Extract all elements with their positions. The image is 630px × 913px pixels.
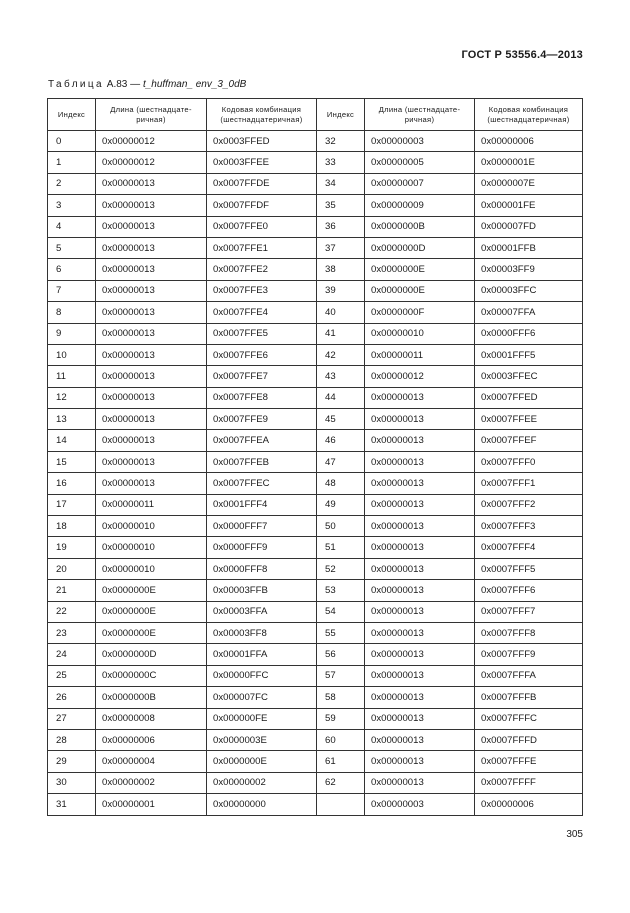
cell-index-2: 52 [317,558,365,579]
cell-index: 16 [48,473,96,494]
cell-length-2: 0x00000013 [365,665,475,686]
cell-codeword: 0x0000FFF7 [207,516,317,537]
table-row [48,794,583,815]
cell-length: 0x00000013 [96,387,207,408]
cell-index-2 [317,794,365,815]
cell-index-2: 48 [317,473,365,494]
cell-length: 0x00000012 [96,152,207,173]
cell-length-2: 0x00000011 [365,344,475,365]
cell-index: 15 [48,451,96,472]
cell-length-2: 0x00000012 [365,366,475,387]
cell-codeword: 0x0007FFEA [207,430,317,451]
cell-length-2: 0x00000013 [365,729,475,750]
cell-index: 17 [48,494,96,515]
cell-index-2: 37 [317,237,365,258]
cell-length: 0x00000010 [96,537,207,558]
cell-codeword-2: 0x0007FFF9 [475,644,583,665]
cell-codeword: 0x00000002 [207,772,317,793]
table-row [48,644,583,665]
cell-index-2: 36 [317,216,365,237]
cell-codeword: 0x0007FFE0 [207,216,317,237]
cell-length: 0x00000013 [96,216,207,237]
cell-index: 27 [48,708,96,729]
cell-index: 19 [48,537,96,558]
cell-codeword-2: 0x000007FD [475,216,583,237]
cell-index: 30 [48,772,96,793]
table-body [48,131,583,816]
table-row [48,259,583,280]
cell-index-2: 32 [317,131,365,152]
cell-index-2: 33 [317,152,365,173]
cell-length: 0x00000004 [96,751,207,772]
cell-codeword-2: 0x0001FFF5 [475,344,583,365]
cell-index: 6 [48,259,96,280]
table-row [48,280,583,301]
cell-codeword: 0x0007FFE9 [207,409,317,430]
cell-index-2: 39 [317,280,365,301]
cell-length-2: 0x0000000F [365,302,475,323]
cell-codeword: 0x0007FFE1 [207,237,317,258]
table-row [48,558,583,579]
cell-codeword-2: 0x00001FFB [475,237,583,258]
cell-length-2: 0x00000013 [365,580,475,601]
cell-length: 0x00000013 [96,409,207,430]
cell-index-2: 62 [317,772,365,793]
table-row [48,131,583,152]
cell-length: 0x00000006 [96,729,207,750]
cell-index-2: 43 [317,366,365,387]
cell-codeword: 0x0007FFEC [207,473,317,494]
cell-index-2: 44 [317,387,365,408]
cell-length-2: 0x0000000E [365,280,475,301]
cell-codeword-2: 0x00003FFC [475,280,583,301]
cell-index: 28 [48,729,96,750]
cell-length: 0x00000001 [96,794,207,815]
cell-length-2: 0x00000013 [365,409,475,430]
cell-length: 0x00000013 [96,173,207,194]
cell-codeword: 0x0000000E [207,751,317,772]
cell-codeword: 0x00003FFA [207,601,317,622]
cell-length: 0x00000013 [96,259,207,280]
cell-length-2: 0x00000013 [365,601,475,622]
cell-index: 11 [48,366,96,387]
caption-table-name: t_huffman_ env_3_0dB [142,79,247,90]
cell-length: 0x0000000E [96,580,207,601]
cell-codeword-2: 0x00003FF9 [475,259,583,280]
cell-length-2: 0x00000013 [365,387,475,408]
cell-codeword-2: 0x0003FFEC [475,366,583,387]
cell-index-2: 35 [317,195,365,216]
cell-codeword: 0x0007FFDF [207,195,317,216]
cell-length-2: 0x00000013 [365,772,475,793]
cell-length: 0x00000010 [96,558,207,579]
cell-codeword: 0x0003FFEE [207,152,317,173]
cell-index: 2 [48,173,96,194]
huffman-table [47,98,583,816]
table-row [48,665,583,686]
cell-length: 0x00000012 [96,131,207,152]
cell-length: 0x00000013 [96,344,207,365]
table-row [48,772,583,793]
table-header-row [48,99,583,131]
cell-index-2: 47 [317,451,365,472]
cell-length-2: 0x00000013 [365,451,475,472]
cell-index-2: 45 [317,409,365,430]
cell-codeword: 0x0000FFF9 [207,537,317,558]
cell-index: 12 [48,387,96,408]
cell-length-2: 0x0000000D [365,237,475,258]
cell-codeword: 0x00000000 [207,794,317,815]
cell-codeword-2: 0x0007FFF5 [475,558,583,579]
cell-index-2: 56 [317,644,365,665]
cell-codeword-2: 0x0000001E [475,152,583,173]
table-row [48,366,583,387]
cell-index: 0 [48,131,96,152]
cell-index-2: 61 [317,751,365,772]
cell-codeword: 0x0007FFE2 [207,259,317,280]
cell-codeword: 0x0007FFE4 [207,302,317,323]
cell-index-2: 59 [317,708,365,729]
cell-length: 0x0000000D [96,644,207,665]
table-row [48,409,583,430]
cell-codeword-2: 0x00000006 [475,794,583,815]
cell-length-2: 0x00000013 [365,558,475,579]
cell-length: 0x00000013 [96,323,207,344]
cell-codeword-2: 0x000001FE [475,195,583,216]
table-row [48,173,583,194]
cell-codeword: 0x00003FFB [207,580,317,601]
cell-codeword-2: 0x0007FFEE [475,409,583,430]
cell-index: 24 [48,644,96,665]
cell-length: 0x00000011 [96,494,207,515]
cell-codeword: 0x0001FFF4 [207,494,317,515]
cell-index: 8 [48,302,96,323]
cell-codeword-2: 0x0007FFFD [475,729,583,750]
cell-length-2: 0x00000013 [365,751,475,772]
table-row [48,237,583,258]
cell-length-2: 0x00000003 [365,131,475,152]
cell-length: 0x00000013 [96,366,207,387]
cell-index: 10 [48,344,96,365]
table-row [48,494,583,515]
cell-codeword-2: 0x0007FFFA [475,665,583,686]
table-caption [48,79,246,90]
cell-codeword: 0x0000003E [207,729,317,750]
cell-length: 0x00000013 [96,237,207,258]
table-row [48,451,583,472]
cell-index: 26 [48,687,96,708]
cell-index: 4 [48,216,96,237]
page-number: 305 [566,829,583,840]
cell-length-2: 0x00000013 [365,516,475,537]
cell-codeword-2: 0x00007FFA [475,302,583,323]
cell-codeword-2: 0x0007FFF3 [475,516,583,537]
cell-index-2: 34 [317,173,365,194]
cell-index-2: 38 [317,259,365,280]
table-row [48,729,583,750]
table-row [48,708,583,729]
col-header-length-2: Длина (шестнадцате-ричная) [365,99,475,131]
cell-length-2: 0x00000013 [365,644,475,665]
cell-codeword: 0x0003FFED [207,131,317,152]
cell-length-2: 0x00000013 [365,494,475,515]
cell-codeword: 0x00001FFA [207,644,317,665]
cell-length-2: 0x00000010 [365,323,475,344]
cell-length-2: 0x00000003 [365,794,475,815]
cell-codeword: 0x000000FE [207,708,317,729]
cell-codeword-2: 0x00000006 [475,131,583,152]
table-row [48,537,583,558]
cell-index: 20 [48,558,96,579]
cell-codeword: 0x0007FFDE [207,173,317,194]
col-header-index: Индекс [48,99,96,131]
cell-length: 0x0000000E [96,622,207,643]
cell-index-2: 41 [317,323,365,344]
cell-codeword-2: 0x0007FFFB [475,687,583,708]
cell-index: 29 [48,751,96,772]
cell-length: 0x0000000E [96,601,207,622]
cell-codeword-2: 0x0007FFFE [475,751,583,772]
table-row [48,216,583,237]
cell-length-2: 0x00000013 [365,687,475,708]
table-row [48,387,583,408]
table-row [48,323,583,344]
cell-codeword: 0x0007FFE6 [207,344,317,365]
cell-index-2: 53 [317,580,365,601]
cell-codeword-2: 0x0000FFF6 [475,323,583,344]
cell-index: 13 [48,409,96,430]
cell-codeword-2: 0x0007FFF6 [475,580,583,601]
cell-index-2: 42 [317,344,365,365]
cell-codeword: 0x0007FFE3 [207,280,317,301]
table-row [48,601,583,622]
table-row [48,751,583,772]
table-row [48,430,583,451]
cell-index-2: 40 [317,302,365,323]
cell-codeword-2: 0x0007FFF0 [475,451,583,472]
cell-index-2: 49 [317,494,365,515]
table-row [48,344,583,365]
cell-index: 14 [48,430,96,451]
cell-length-2: 0x0000000E [365,259,475,280]
cell-length-2: 0x00000013 [365,708,475,729]
caption-number: А.83 — [106,79,141,90]
cell-index: 23 [48,622,96,643]
cell-index-2: 57 [317,665,365,686]
cell-codeword-2: 0x0007FFF2 [475,494,583,515]
cell-length: 0x00000013 [96,195,207,216]
cell-index: 1 [48,152,96,173]
cell-length: 0x00000013 [96,430,207,451]
cell-codeword: 0x00000FFC [207,665,317,686]
cell-index: 3 [48,195,96,216]
cell-codeword: 0x0000FFF8 [207,558,317,579]
table-row [48,687,583,708]
col-header-length: Длина (шестнадцате-ричная) [96,99,207,131]
cell-index-2: 54 [317,601,365,622]
cell-index-2: 58 [317,687,365,708]
col-header-codeword-2: Кодовая комбинация (шестнадцатеричная) [475,99,583,131]
cell-codeword: 0x0007FFE7 [207,366,317,387]
cell-index-2: 50 [317,516,365,537]
cell-length: 0x00000002 [96,772,207,793]
cell-length-2: 0x00000013 [365,622,475,643]
cell-length-2: 0x00000005 [365,152,475,173]
cell-index-2: 55 [317,622,365,643]
cell-codeword: 0x000007FC [207,687,317,708]
col-header-codeword: Кодовая комбинация (шестнадцатеричная) [207,99,317,131]
cell-length: 0x0000000B [96,687,207,708]
cell-codeword-2: 0x0007FFFC [475,708,583,729]
cell-codeword-2: 0x0007FFF7 [475,601,583,622]
cell-index: 9 [48,323,96,344]
cell-index: 25 [48,665,96,686]
cell-length: 0x00000010 [96,516,207,537]
table-row [48,622,583,643]
cell-length: 0x0000000C [96,665,207,686]
table-row [48,516,583,537]
table-row [48,152,583,173]
cell-codeword-2: 0x0007FFF8 [475,622,583,643]
cell-length: 0x00000013 [96,302,207,323]
table-row [48,473,583,494]
cell-length: 0x00000013 [96,451,207,472]
cell-index: 21 [48,580,96,601]
table-row [48,580,583,601]
cell-index-2: 46 [317,430,365,451]
cell-codeword: 0x0007FFEB [207,451,317,472]
col-header-index-2: Индекс [317,99,365,131]
cell-index-2: 51 [317,537,365,558]
cell-length-2: 0x00000013 [365,430,475,451]
cell-length: 0x00000013 [96,473,207,494]
cell-codeword: 0x0007FFE5 [207,323,317,344]
cell-codeword-2: 0x0007FFFF [475,772,583,793]
cell-length: 0x00000013 [96,280,207,301]
cell-codeword-2: 0x0000007E [475,173,583,194]
cell-length-2: 0x00000007 [365,173,475,194]
table-row [48,302,583,323]
cell-codeword: 0x00003FF8 [207,622,317,643]
table-row [48,195,583,216]
cell-codeword: 0x0007FFE8 [207,387,317,408]
cell-length-2: 0x0000000B [365,216,475,237]
cell-codeword-2: 0x0007FFED [475,387,583,408]
cell-codeword-2: 0x0007FFEF [475,430,583,451]
caption-label: Таблица [48,79,105,90]
cell-codeword-2: 0x0007FFF1 [475,473,583,494]
cell-length-2: 0x00000013 [365,537,475,558]
cell-index: 7 [48,280,96,301]
page-header: ГОСТ Р 53556.4—2013 [461,49,583,61]
cell-length-2: 0x00000013 [365,473,475,494]
cell-index: 31 [48,794,96,815]
cell-codeword-2: 0x0007FFF4 [475,537,583,558]
cell-index: 18 [48,516,96,537]
cell-index: 22 [48,601,96,622]
cell-index-2: 60 [317,729,365,750]
cell-length: 0x00000008 [96,708,207,729]
cell-length-2: 0x00000009 [365,195,475,216]
cell-index: 5 [48,237,96,258]
